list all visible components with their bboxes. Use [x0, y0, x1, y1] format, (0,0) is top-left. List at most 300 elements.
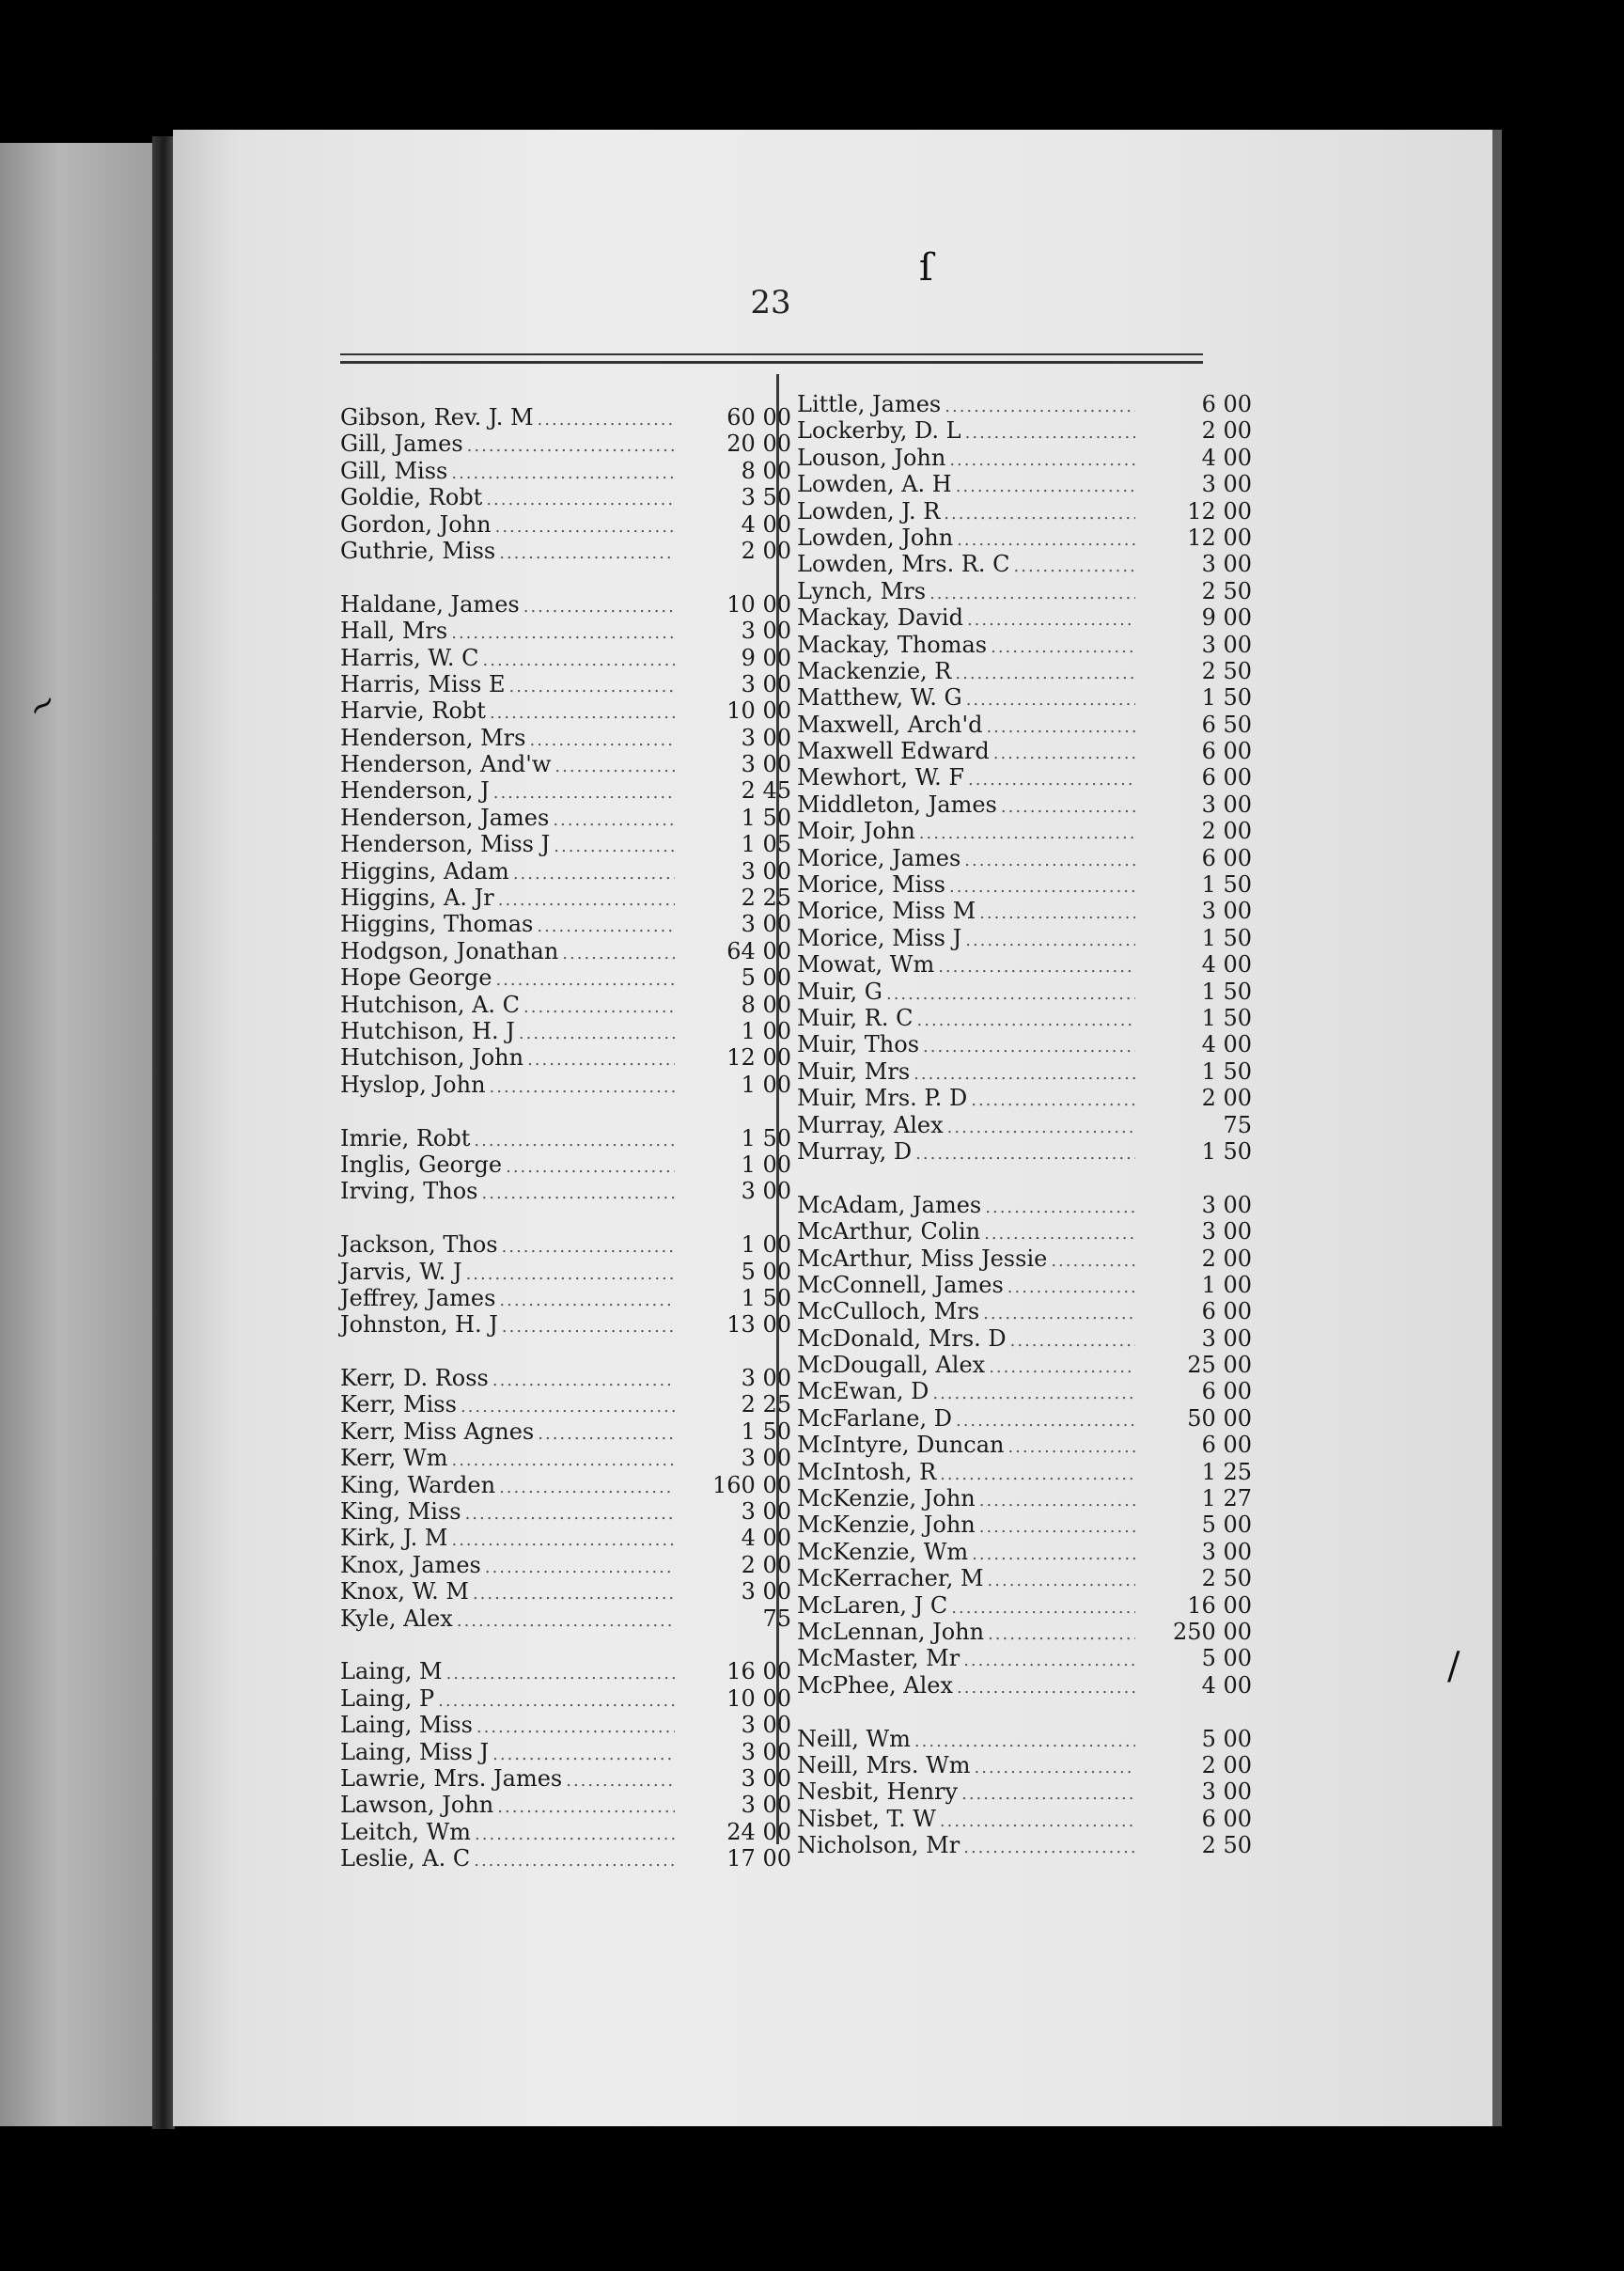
dot-leader	[499, 1475, 675, 1501]
subscriber-name: Laing, Miss	[340, 1712, 473, 1739]
subscriber-entry	[797, 1672, 1252, 1699]
dot-leader	[523, 995, 675, 1021]
subscription-amount: 2 00	[1201, 1085, 1252, 1112]
dot-leader	[975, 1755, 1135, 1781]
subscriber-entry	[797, 1832, 1252, 1858]
subscriber-name: Laing, P	[340, 1684, 435, 1712]
dot-leader	[986, 714, 1135, 741]
subscriber-entry	[340, 591, 791, 618]
subscriber-entry	[797, 1138, 1252, 1165]
subscription-amount: 1 50	[1201, 1137, 1252, 1165]
dot-leader	[499, 540, 675, 567]
subscription-amount: 3 00	[741, 1738, 791, 1765]
subscription-amount: 1 50	[1201, 978, 1252, 1005]
dot-leader	[979, 1488, 1135, 1514]
subscriber-name: Lockerby, D. L	[797, 417, 961, 445]
dot-leader	[495, 514, 675, 540]
subscriber-name: Murray, D	[797, 1137, 913, 1165]
dot-leader	[985, 1195, 1135, 1221]
dot-leader	[497, 1794, 675, 1821]
subscriber-name: Johnston, H. J	[340, 1311, 498, 1339]
subscriber-name: Mewhort, W. F	[797, 764, 964, 791]
dot-leader	[989, 1355, 1135, 1381]
subscriber-entry	[340, 1125, 791, 1151]
subscription-amount: 1 00	[1201, 1271, 1252, 1298]
subscription-amount: 1 00	[741, 1151, 791, 1178]
subscription-amount: 5 00	[1201, 1511, 1252, 1539]
subscriber-entry	[340, 751, 791, 777]
subscriber-entry	[797, 1085, 1252, 1111]
subscriber-name: Guthrie, Miss	[340, 537, 496, 564]
subscriber-name: McIntyre, Duncan	[797, 1432, 1005, 1459]
subscription-amount: 3 00	[741, 1712, 791, 1739]
dot-leader	[554, 834, 675, 860]
subscriber-entry	[340, 858, 791, 885]
subscriber-name: Hodgson, Jonathan	[340, 937, 559, 964]
subscriber-name: McAdam, James	[797, 1191, 982, 1218]
dot-leader	[991, 634, 1135, 661]
subscriber-name: McIntosh, R	[797, 1458, 937, 1485]
dot-leader	[972, 1542, 1135, 1568]
subscription-amount: 250 00	[1173, 1618, 1252, 1645]
subscriber-name: Neill, Wm	[797, 1725, 911, 1752]
subscriber-name: McKenzie, Wm	[797, 1538, 969, 1565]
subscriber-entry	[340, 1151, 791, 1178]
subscriber-entry	[340, 1018, 791, 1044]
subscriber-entry	[797, 604, 1252, 631]
subscriber-entry	[340, 777, 791, 804]
subscriber-name: Louson, John	[797, 444, 946, 471]
book-gutter	[152, 136, 175, 2129]
subscriber-entry	[797, 1485, 1252, 1511]
dot-leader	[993, 741, 1135, 767]
dot-leader	[940, 1462, 1135, 1488]
subscription-amount: 3 00	[741, 1498, 791, 1526]
subscriber-name: Mackay, Thomas	[797, 631, 988, 658]
subscriber-entry	[797, 951, 1252, 978]
subscription-amount: 3 00	[1201, 551, 1252, 578]
subscriber-entry	[797, 1405, 1252, 1432]
subscription-amount: 2 25	[741, 1391, 791, 1418]
subscriber-name: Morice, Miss M	[797, 898, 976, 925]
subscription-amount: 1 50	[741, 1284, 791, 1311]
subscription-amount: 3 00	[741, 1365, 791, 1392]
subscriber-entry	[797, 471, 1252, 497]
subscriber-entry	[340, 1819, 791, 1845]
subscriber-entry	[340, 1285, 791, 1311]
subscriber-entry	[797, 1619, 1252, 1645]
subscriber-name: McArthur, Colin	[797, 1218, 981, 1245]
subscription-amount: 1 27	[1201, 1485, 1252, 1512]
dot-leader	[451, 620, 675, 647]
subscriber-entry	[797, 1752, 1252, 1778]
subscription-amount: 10 00	[726, 1684, 791, 1712]
subscriber-entry	[340, 1472, 791, 1498]
subscriber-entry	[340, 1072, 791, 1098]
subscriber-entry	[340, 1605, 791, 1632]
dot-leader	[485, 1555, 675, 1581]
subscription-amount: 3 00	[741, 1178, 791, 1205]
dot-leader	[513, 861, 675, 887]
dot-leader	[965, 420, 1135, 446]
subscription-amount: 5 00	[1201, 1645, 1252, 1672]
subscription-amount: 2 00	[741, 537, 791, 564]
subscriber-name: Muir, Mrs	[797, 1057, 911, 1085]
dot-leader	[467, 433, 675, 460]
dot-leader	[949, 447, 1135, 474]
subscription-amount: 3 50	[741, 484, 791, 511]
dot-leader	[919, 821, 1135, 847]
subscriber-entry	[340, 831, 791, 857]
pencil-mark: ſ	[919, 246, 933, 290]
subscriber-name: Neill, Mrs. Wm	[797, 1751, 971, 1778]
subscriber-entry	[797, 979, 1252, 1005]
subscriber-entry	[340, 671, 791, 697]
subscription-amount: 3 00	[741, 1792, 791, 1819]
dot-leader	[956, 1408, 1135, 1434]
subscriber-name: Kyle, Alex	[340, 1605, 453, 1632]
subscriber-name: Mackay, David	[797, 604, 963, 632]
dot-leader	[465, 1501, 675, 1527]
subscriber-entry	[797, 925, 1252, 951]
subscriber-entry	[797, 1806, 1252, 1832]
subscriber-entry	[340, 645, 791, 671]
subscription-amount: 8 00	[741, 457, 791, 484]
subscription-amount: 4 00	[1201, 444, 1252, 471]
subscriber-name: McKerracher, M	[797, 1565, 984, 1592]
subscriber-name: Matthew, W. G	[797, 684, 962, 712]
section-gap	[340, 1339, 791, 1365]
subscriber-name: Higgins, A. Jr	[340, 885, 494, 912]
subscriber-name: Mowat, Wm	[797, 951, 935, 979]
subscriber-entry	[797, 1298, 1252, 1324]
subscriber-name: Inglis, George	[340, 1151, 503, 1178]
subscription-amount: 3 00	[1201, 898, 1252, 925]
subscriber-entry	[797, 712, 1252, 738]
subscription-amount: 3 00	[741, 670, 791, 697]
subscriber-name: Morice, Miss J	[797, 924, 962, 951]
dot-leader	[938, 954, 1135, 980]
subscription-amount: 6 00	[1201, 844, 1252, 871]
section-gap	[340, 1205, 791, 1231]
subscriber-name: Maxwell Edward	[797, 738, 990, 765]
subscriber-entry	[797, 551, 1252, 577]
dot-leader	[457, 1608, 675, 1635]
subscription-amount: 3 00	[1201, 791, 1252, 818]
dot-leader	[914, 1729, 1135, 1755]
subscriber-entry	[340, 1391, 791, 1417]
subscriber-name: McLennan, John	[797, 1618, 985, 1645]
dot-leader	[566, 1768, 675, 1794]
subscriber-entry	[797, 417, 1252, 444]
subscriber-entry	[340, 1712, 791, 1738]
subscription-amount: 60 00	[726, 404, 791, 431]
subscription-amount: 4 00	[1201, 1031, 1252, 1058]
subscription-amount: 1 50	[741, 804, 791, 831]
subscriber-entry	[797, 738, 1252, 764]
subscriber-name: Middleton, James	[797, 791, 997, 818]
subscriber-name: King, Warden	[340, 1471, 496, 1498]
subscription-amount: 1 50	[1201, 1057, 1252, 1085]
subscription-amount: 3 00	[1201, 1538, 1252, 1565]
subscriber-entry	[797, 1192, 1252, 1218]
dot-leader	[451, 1448, 675, 1474]
dot-leader	[947, 1115, 1135, 1141]
subscriber-name: Hope George	[340, 964, 492, 992]
subscriber-name: McCulloch, Mrs	[797, 1298, 980, 1325]
dot-leader	[944, 501, 1135, 527]
subscriber-name: Moir, John	[797, 818, 915, 845]
subscriber-name: McEwan, D	[797, 1378, 929, 1405]
subscriber-entry	[797, 498, 1252, 525]
dot-leader	[475, 1822, 675, 1848]
subscription-amount: 16 00	[1187, 1591, 1252, 1619]
subscriber-name: Hall, Mrs	[340, 618, 448, 645]
subscription-amount: 6 00	[1201, 738, 1252, 765]
subscriber-name: McFarlane, D	[797, 1404, 952, 1432]
subscriber-name: Hutchison, H. J	[340, 1017, 515, 1044]
subscriber-entry	[340, 938, 791, 964]
dot-leader	[554, 754, 675, 780]
subscription-amount: 10 00	[726, 697, 791, 725]
subscriber-entry	[340, 618, 791, 644]
subscriber-entry	[797, 845, 1252, 871]
dot-leader	[955, 661, 1135, 687]
subscriber-name: Lowden, J. R	[797, 497, 941, 525]
subscriber-name: Morice, James	[797, 844, 961, 871]
subscriber-name: Lowden, A. H	[797, 471, 952, 498]
subscriber-name: Laing, M	[340, 1658, 443, 1685]
subscriber-entry	[340, 885, 791, 911]
subscriber-name: Hyslop, John	[340, 1071, 486, 1098]
subscription-amount: 20 00	[726, 431, 791, 458]
dot-leader	[529, 728, 675, 754]
subscriber-name: Henderson, James	[340, 804, 550, 831]
subscriber-name: Laing, Miss J	[340, 1738, 490, 1765]
subscriber-entry	[340, 1365, 791, 1391]
subscriber-entry	[797, 658, 1252, 684]
subscription-amount: 3 00	[741, 1445, 791, 1472]
dot-leader	[983, 1301, 1135, 1327]
pencil-mark: /	[1447, 1645, 1460, 1688]
subscriber-entry	[340, 1498, 791, 1525]
subscriber-name: Henderson, J	[340, 777, 490, 805]
subscriber-entry	[797, 684, 1252, 711]
subscriber-entry	[797, 1058, 1252, 1085]
subscription-amount: 3 00	[1201, 471, 1252, 498]
subscription-amount: 9 00	[1201, 604, 1252, 632]
subscriber-name: Muir, G	[797, 978, 882, 1005]
subscriber-entry	[340, 1044, 791, 1071]
subscriber-entry	[797, 818, 1252, 844]
subscription-amount: 50 00	[1187, 1404, 1252, 1432]
subscriber-entry	[797, 1272, 1252, 1298]
header-rule-top	[340, 353, 1203, 355]
subscriber-name: Lawson, John	[340, 1792, 494, 1819]
dot-leader	[965, 928, 1135, 954]
dot-leader	[914, 1061, 1135, 1088]
dot-leader	[957, 527, 1135, 554]
subscription-amount: 64 00	[726, 937, 791, 964]
dot-leader	[1007, 1275, 1135, 1301]
subscriber-entry	[797, 1245, 1252, 1272]
dot-leader	[527, 1047, 675, 1073]
subscription-amount: 5 00	[741, 1258, 791, 1285]
subscription-amount: 2 00	[1201, 1751, 1252, 1778]
dot-leader	[474, 1848, 675, 1874]
subscription-amount: 6 00	[1201, 1805, 1252, 1832]
subscriber-entry	[797, 1112, 1252, 1138]
subscriber-name: Kirk, J. M	[340, 1525, 448, 1552]
subscriber-name: Gibson, Rev. J. M	[340, 404, 534, 431]
subscriber-entry	[797, 1645, 1252, 1671]
subscription-amount: 1 00	[741, 1071, 791, 1098]
subscriber-name: McLaren, J C	[797, 1591, 948, 1619]
dot-leader	[446, 1661, 675, 1687]
subscription-amount: 12 00	[1187, 524, 1252, 551]
subscription-amount: 3 00	[1201, 1218, 1252, 1245]
dot-leader	[553, 807, 675, 834]
dot-leader	[486, 487, 675, 513]
subscriber-name: Lowden, John	[797, 524, 954, 551]
subscription-amount: 4 00	[741, 1525, 791, 1552]
subscription-amount: 4 00	[741, 510, 791, 538]
subscriber-name: Muir, Mrs. P. D	[797, 1085, 968, 1112]
subscription-amount: 2 00	[741, 1551, 791, 1578]
subscription-amount: 1 50	[1201, 684, 1252, 712]
subscriber-name: Goldie, Robt	[340, 484, 483, 511]
dot-leader	[482, 1181, 676, 1207]
subscription-amount: 5 00	[1201, 1725, 1252, 1752]
dot-leader	[988, 1621, 1135, 1648]
subscriber-entry	[340, 1739, 791, 1765]
dot-leader	[538, 407, 675, 433]
dot-leader	[949, 874, 1135, 901]
subscriber-entry	[340, 431, 791, 457]
subscriber-entry	[340, 725, 791, 751]
subscriber-name: Gill, Miss	[340, 457, 448, 484]
subscriber-entry	[797, 391, 1252, 417]
subscription-amount: 1 50	[1201, 1004, 1252, 1031]
dot-leader	[1010, 1328, 1135, 1355]
subscription-amount: 160 00	[712, 1471, 791, 1498]
dot-leader	[1007, 1434, 1135, 1461]
subscription-amount: 1 05	[741, 831, 791, 858]
subscriber-name: Imrie, Robt	[340, 1124, 471, 1151]
subscriber-name: Harris, Miss E	[340, 670, 506, 697]
subscriber-entry	[340, 992, 791, 1018]
subscription-amount: 3 00	[741, 857, 791, 885]
subscriber-entry	[797, 1325, 1252, 1352]
dot-leader	[492, 1368, 675, 1394]
subscriber-entry	[797, 1539, 1252, 1565]
subscriber-entry	[797, 1778, 1252, 1805]
subscriber-entry	[340, 1259, 791, 1285]
dot-leader	[984, 1221, 1135, 1247]
dot-leader	[483, 648, 675, 674]
dot-leader	[523, 594, 675, 620]
page-number: 23	[750, 284, 791, 321]
dot-leader	[951, 1595, 1135, 1621]
subscription-amount: 13 00	[726, 1311, 791, 1339]
dot-leader	[473, 1581, 675, 1607]
dot-leader	[915, 1141, 1135, 1167]
dot-leader	[1051, 1248, 1135, 1275]
dot-leader	[963, 1835, 1135, 1861]
subscriber-name: Kerr, Wm	[340, 1445, 448, 1472]
subscriber-name: Nesbit, Henry	[797, 1778, 959, 1806]
subscription-amount: 16 00	[726, 1658, 791, 1685]
subscriber-entry	[797, 791, 1252, 818]
subscriber-name: Kerr, Miss Agnes	[340, 1417, 535, 1445]
dot-leader	[438, 1688, 675, 1715]
subscriber-name: Jarvis, W. J	[340, 1258, 462, 1285]
dot-leader	[562, 941, 675, 967]
subscription-amount: 4 00	[1201, 951, 1252, 979]
subscriber-entry	[797, 1031, 1252, 1057]
subscriber-name: Gill, James	[340, 431, 463, 458]
subscription-amount: 2 50	[1201, 1565, 1252, 1592]
subscriber-name: Hutchison, A. C	[340, 991, 521, 1018]
subscriber-name: Henderson, And'w	[340, 751, 552, 778]
dot-leader	[929, 581, 1135, 607]
subscriber-name: Henderson, Miss J	[340, 831, 551, 858]
section-gap	[797, 1165, 1252, 1191]
subscription-amount: 9 00	[741, 644, 791, 671]
subscription-amount: 3 00	[741, 751, 791, 778]
subscription-amount: 1 00	[741, 1017, 791, 1044]
subscriber-name: Harris, W. C	[340, 644, 479, 671]
dot-leader	[956, 474, 1135, 500]
subscriber-entry	[797, 1378, 1252, 1404]
subscription-amount: 17 00	[726, 1845, 791, 1872]
dot-leader	[886, 981, 1135, 1008]
subscriber-entry	[340, 1418, 791, 1445]
subscription-amount: 2 50	[1201, 577, 1252, 604]
subscriber-name: McArthur, Miss Jessie	[797, 1245, 1048, 1272]
subscriber-entry	[797, 1352, 1252, 1378]
subscriber-entry	[340, 538, 791, 564]
subscriber-entry	[340, 1765, 791, 1792]
subscriber-name: McKenzie, John	[797, 1485, 976, 1512]
dot-leader	[967, 607, 1135, 634]
dot-leader	[493, 780, 675, 807]
dot-leader	[940, 1809, 1135, 1835]
subscription-amount: 5 00	[741, 964, 791, 992]
subscriber-name: McKenzie, John	[797, 1511, 976, 1539]
subscription-amount: 12 00	[726, 1044, 791, 1072]
subscriber-entry	[340, 511, 791, 538]
subscriber-entry	[340, 1231, 791, 1258]
subscription-amount: 3 00	[741, 724, 791, 751]
subscription-amount: 1 50	[741, 1124, 791, 1151]
section-gap	[340, 1098, 791, 1124]
subscription-amount: 75	[762, 1605, 791, 1632]
right-subscriber-column	[797, 391, 1252, 1858]
subscriber-name: Lowden, Mrs. R. C	[797, 551, 1010, 578]
subscriber-entry	[797, 1565, 1252, 1591]
subscriber-entry	[340, 911, 791, 937]
dot-leader	[961, 1781, 1135, 1808]
subscription-amount: 3 00	[741, 1578, 791, 1605]
dot-leader	[506, 1154, 675, 1181]
dot-leader	[917, 1008, 1136, 1034]
subscriber-name: McDonald, Mrs. D	[797, 1324, 1007, 1352]
subscriber-entry	[797, 1432, 1252, 1458]
subscriber-name: Mackenzie, R	[797, 657, 952, 684]
subscriber-entry	[797, 1726, 1252, 1752]
subscriber-entry	[340, 697, 791, 724]
